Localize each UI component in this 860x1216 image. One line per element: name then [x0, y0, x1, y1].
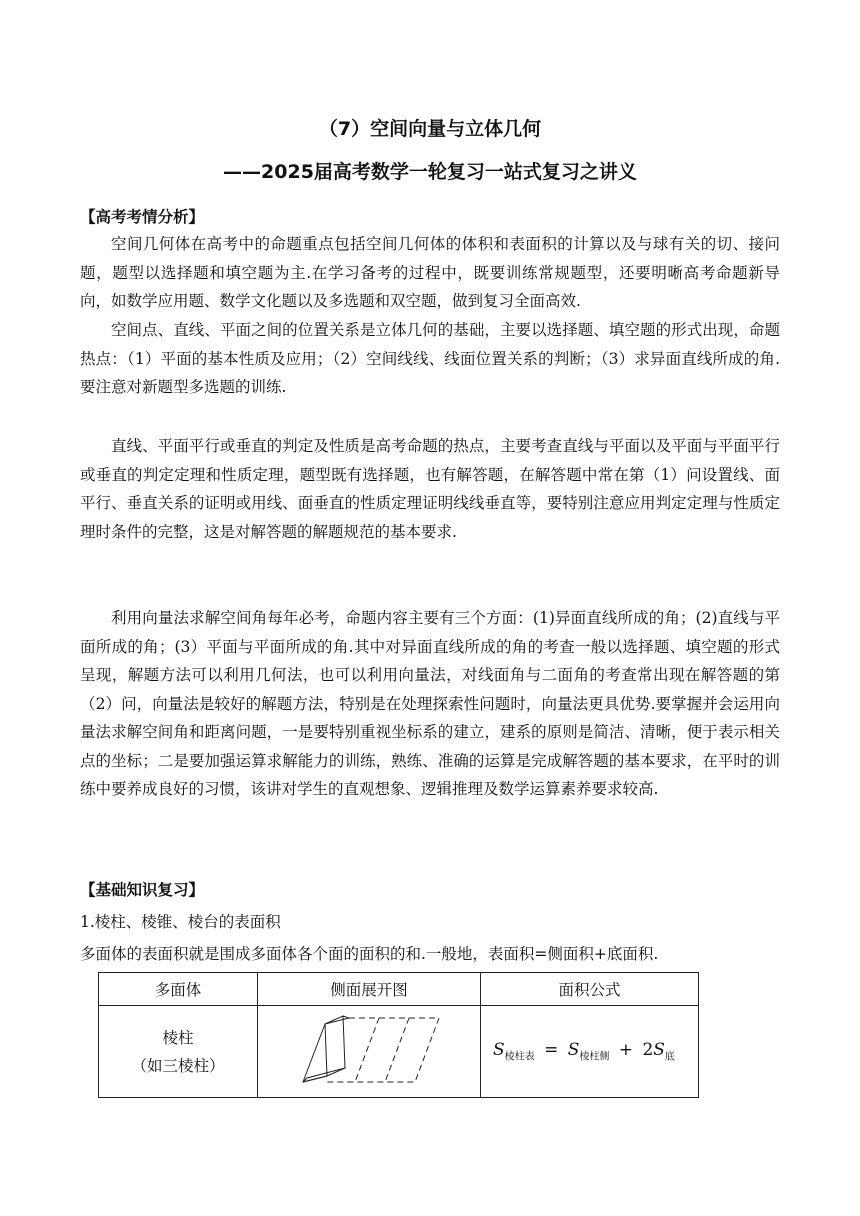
formula-subscript: 底 — [664, 1051, 675, 1063]
net-diagram-cell — [258, 1006, 481, 1098]
analysis-heading: 【高考考情分析】 — [80, 208, 205, 226]
formula-symbol: S — [567, 1040, 580, 1061]
prism-base-edge — [303, 1068, 345, 1082]
prism-top-edge — [343, 1016, 349, 1018]
document-title: （7）空间向量与立体几何 — [318, 118, 542, 140]
prism-net-diagram — [289, 1014, 449, 1090]
analysis-paragraph-3: 直线、平面平行或垂直的判定及性质是高考命题的热点，主要考查直线与平面以及平面与平面平行或垂直的判定定理和性质定理，题型既有选择题，也有解答题，在解答题中常在第（1）问设置线、面平行、垂直关系的证明或用线、面垂直的性质定理证明线线垂直等，要特别注意应用判定定理与性质定理时条件的完整，这是对解答题的解题规范的基本要求. — [80, 437, 780, 541]
table-header-cell: 侧面展开图 — [258, 973, 481, 1006]
polyhedron-name: 棱柱 — [162, 1028, 194, 1047]
review-heading: 【基础知识复习】 — [80, 881, 205, 899]
unfolded-fold-line — [355, 1018, 379, 1082]
analysis-paragraph-4: 利用向量法求解空间角每年必考，命题内容主要有三个方面：(1)异面直线所成的角；(2)直线与平面所成的角；(3）平面与平面所成的角.其中对异面直线所成的角的考查一般以选择题、填空题的形式呈现，解题方法可以利用几何法，也可以利用向量法，对线面角与二面角的考查常出现在解答题的第（2）问，向量法是较好的解题方法，特别是在处理探索性问题时，向量法更具优势.要掌握并会运用向量法求解空间角和距离问题，一是要特别重视坐标系的建立，建系的原则是简洁、清晰，便于表示相关点的坐标；二是要加强运算求解能力的训练，熟练、准确的运算是完成解答题的基本要求，在平时的训练中要养成良好的习惯，该讲对学生的直观想象、逻辑推理及数学运算素养要求较高. — [80, 609, 780, 798]
formula-symbol: S — [653, 1040, 665, 1061]
document-subtitle: ——2025届高考数学一轮复习一站式复习之讲义 — [223, 161, 637, 183]
review-intro: 多面体的表面积就是围成多面体各个面的面积的和.一般地，表面积=侧面积+底面积. — [80, 945, 659, 963]
polyhedron-name-cell — [99, 1006, 258, 1098]
formula-operator: + — [618, 1040, 634, 1061]
table-header-cell: 面积公式 — [481, 973, 699, 1006]
review-item-title: 1.棱柱、棱锥、棱台的表面积 — [80, 913, 281, 931]
formula-subscript: 棱柱表 — [504, 1051, 535, 1063]
table-header-row — [99, 973, 699, 1006]
prism-side-edges — [325, 1016, 345, 1076]
analysis-paragraph-1: 空间几何体在高考中的命题重点包括空间几何体的体积和表面积的计算以及与球有关的切、接问题，题型以选择题和填空题为主.在学习备考的过程中，既要训练常规题型，还要明晰高考命题新导向，如数学应用题、数学文化题以及多选题和双空题，做到复习全面高效. — [80, 235, 780, 310]
table-row — [99, 1006, 699, 1098]
formula-subscript: 棱柱侧 — [579, 1051, 610, 1063]
formula-symbol: S — [493, 1040, 505, 1061]
unfolded-outline — [325, 1018, 439, 1082]
formula-operator: = — [544, 1040, 559, 1061]
formula-coefficient: 2 — [642, 1040, 654, 1061]
table-header-cell: 多面体 — [99, 973, 258, 1006]
unfolded-fold-line — [385, 1018, 409, 1082]
area-formula-cell — [481, 1006, 699, 1098]
surface-area-table — [98, 972, 699, 1098]
polyhedron-example: （如三棱柱） — [131, 1056, 225, 1075]
analysis-paragraph-2: 空间点、直线、平面之间的位置关系是立体几何的基础，主要以选择题、填空题的形式出现，命题热点：（1）平面的基本性质及应用；（2）空间线线、线面位置关系的判断；（3）求异面直线所成的角.要注意对新题型多选题的训练. — [80, 321, 780, 396]
